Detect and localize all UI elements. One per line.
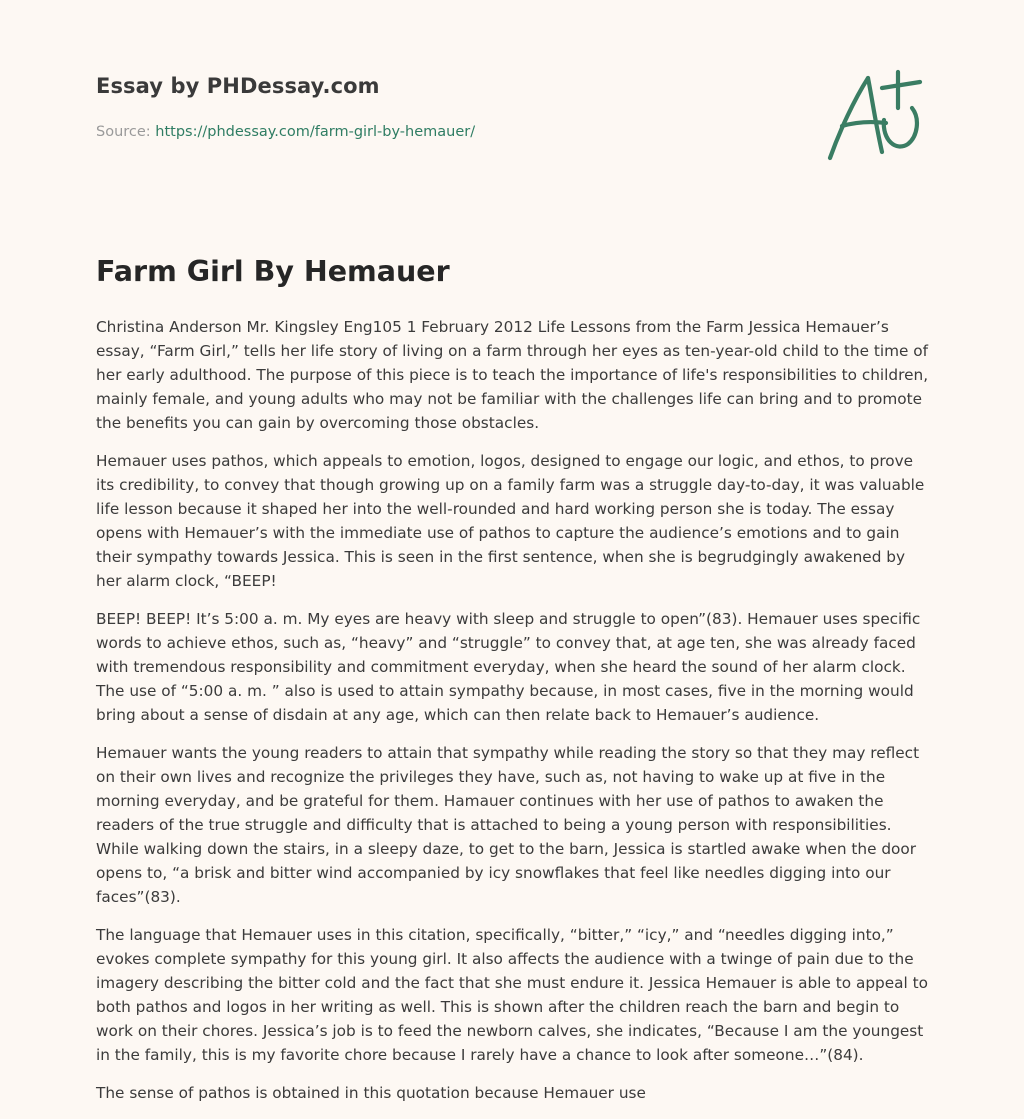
site-title: Essay by PHDessay.com: [96, 74, 380, 98]
essay-paragraph: The sense of pathos is obtained in this quotation because Hemauer use: [96, 1084, 646, 1102]
a-plus-logo-icon: [822, 68, 926, 164]
source-label: Source:: [96, 124, 151, 140]
essay-paragraph: Hemauer wants the young readers to attain that sympathy while reading the story so that they may reflect on their own lives and recognize the privileges they have, such as, not having to wake up at five in the morning everyday, and be grateful for them. Hamauer continues with her use of pathos to awaken the readers of the true struggle and difficulty that is attached to being a young person with responsibilities. While walking down the stairs, in a sleepy daze, to get to the barn, Jessica is startled awake when the door opens to, “a brisk and bitter wind accompanied by icy snowflakes that feel like needles digging into our faces”(83).: [96, 744, 920, 906]
essay-paragraph: Christina Anderson Mr. Kingsley Eng105 1 February 2012 Life Lessons from the Farm Jessica Hemauer’s essay, “Farm Girl,” tells her life story of living on a farm through her eyes as ten-year-old child to the time of her early adulthood. The purpose of this piece is to teach the importance of life's responsibilities to children, mainly female, and young adults who may not be familiar with the challenges life can bring and to promote the benefits you can gain by overcoming those obstacles.: [96, 318, 929, 432]
source-line: [96, 124, 475, 140]
essay-title: Farm Girl By Hemauer: [96, 255, 450, 288]
essay-body: [96, 315, 932, 1119]
essay-paragraph: Hemauer uses pathos, which appeals to emotion, logos, designed to engage our logic, and ethos, to prove its credibility, to convey that though growing up on a family farm was a struggle day-to-day, it was valuable life lesson because it shaped her into the well-rounded and hard working person she is today. The essay opens with Hemauer’s with the immediate use of pathos to capture the audience’s emotions and to gain their sympathy towards Jessica. This is seen in the first sentence, when she is begrudgingly awakened by her alarm clock, “BEEP!: [96, 452, 925, 590]
source-link[interactable]: https://phdessay.com/farm-girl-by-hemauer/: [155, 124, 476, 140]
essay-paragraph: The language that Hemauer uses in this citation, specifically, “bitter,” “icy,” and “needles digging into,” evokes complete sympathy for this young girl. It also affects the audience with a twinge of pain due to the imagery describing the bitter cold and the fact that she must endure it. Jessica Hemauer is able to appeal to both pathos and logos in her writing as well. This is shown after the children reach the barn and begin to work on their chores. Jessica’s job is to feed the newborn calves, she indicates, “Because I am the youngest in the family, this is my favorite chore because I rarely have a chance to look after someone…”(84).: [96, 926, 928, 1064]
essay-paragraph: BEEP! BEEP! It’s 5:00 a. m. My eyes are heavy with sleep and struggle to open”(83). Hemauer uses specific words to achieve ethos, such as, “heavy” and “struggle” to convey that, at age ten, she was already faced with tremendous responsibility and commitment everyday, when she heard the sound of her alarm clock. The use of “5:00 a. m. ” also is used to attain sympathy because, in most cases, five in the morning would bring about a sense of disdain at any age, which can then relate back to Hemauer’s audience.: [96, 610, 921, 724]
